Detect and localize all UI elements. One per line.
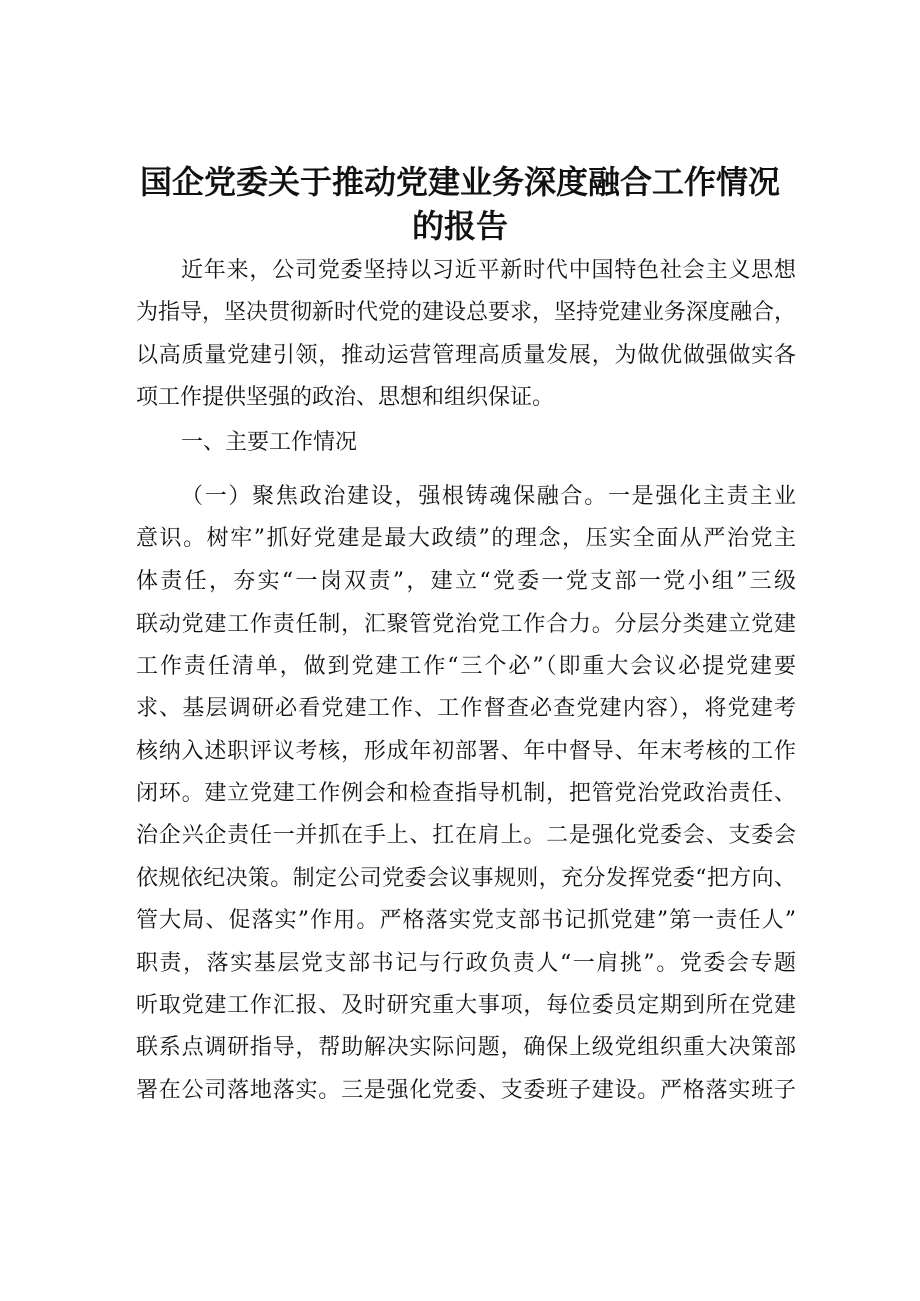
paragraph-body-line-14: 联系点调研指导，帮助解决实际问题，确保上级党组织重大决策部 xyxy=(136,1035,796,1060)
document-title-line-1: 国企党委关于推动党建业务深度融合工作情况 xyxy=(139,163,780,201)
paragraph-body-line-6: 求、基层调研必看党建工作、工作督查必查党建内容），将党建考 xyxy=(136,696,796,721)
paragraph-body-line-8: 闭环。建立党建工作例会和检查指导机制，把管党治党政治责任、 xyxy=(136,781,796,806)
paragraph-body-line-11: 管大局、促落实”作用。严格落实党支部书记抓党建”第一责任人” xyxy=(136,908,796,933)
paragraph-body-line-12: 职责，落实基层党支部书记与行政负责人“一肩挑”。党委会专题 xyxy=(136,951,796,976)
paragraph-body-line-4: 联动党建工作责任制，汇聚管党治党工作合力。分层分类建立党建 xyxy=(136,612,796,637)
section-heading: 一、主要工作情况 xyxy=(181,430,358,455)
paragraph-body-line-1: （一）聚焦政治建设，强根铸魂保融合。一是强化主责主业 xyxy=(181,484,796,509)
paragraph-intro-line-2: 为指导，坚决贯彻新时代党的建设总要求，坚持党建业务深度融合， xyxy=(136,300,797,325)
paragraph-body-line-2: 意识。树牢”抓好党建是最大政绩”的理念，压实全面从严治党主 xyxy=(136,526,796,551)
paragraph-body-line-7: 核纳入述职评议考核，形成年初部署、年中督导、年末考核的工作 xyxy=(136,739,796,764)
paragraph-intro-line-3: 以高质量党建引领，推动运营管理高质量发展，为做优做强做实各 xyxy=(136,343,796,368)
paragraph-body-line-13: 听取党建工作汇报、及时研究重大事项，每位委员定期到所在党建 xyxy=(136,993,796,1018)
paragraph-body-line-3: 体责任，夯实“一岗双责”，建立“党委一党支部一党小组”三级 xyxy=(136,569,796,594)
paragraph-intro-line-1: 近年来，公司党委坚持以习近平新时代中国特色社会主义思想 xyxy=(181,258,796,283)
paragraph-body-line-9: 治企兴企责任一并抓在手上、扛在肩上。二是强化党委会、支委会 xyxy=(136,823,796,848)
paragraph-body-line-10: 依规依纪决策。制定公司党委会议事规则，充分发挥党委“把方向、 xyxy=(136,866,796,891)
paragraph-body-line-15: 署在公司落地落实。三是强化党委、支委班子建设。严格落实班子 xyxy=(136,1078,796,1103)
paragraph-intro-line-4: 项工作提供坚强的政治、思想和组织保证。 xyxy=(136,385,555,410)
paragraph-body-line-5: 工作责任清单，做到党建工作“三个必”（即重大会议必提党建要 xyxy=(136,654,796,679)
document-title-line-2: 的报告 xyxy=(411,207,508,245)
